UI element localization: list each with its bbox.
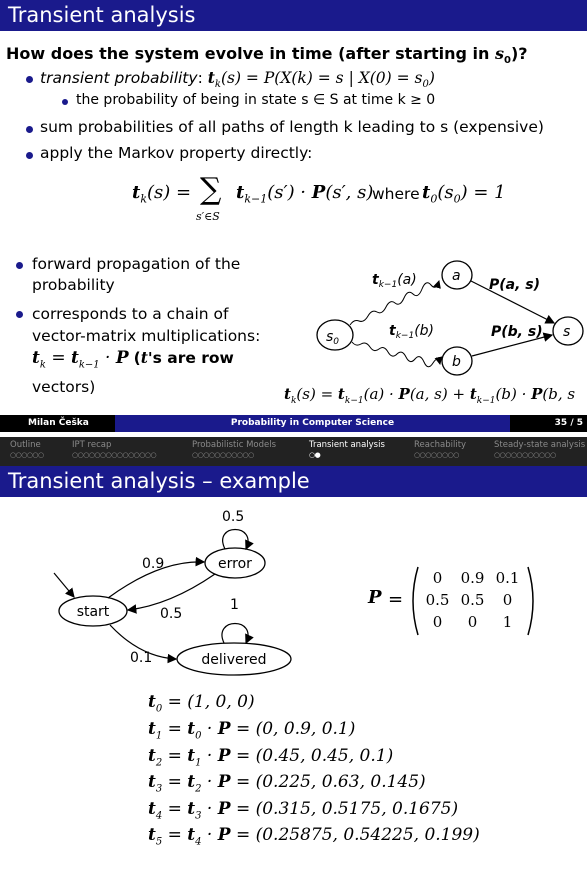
matrix-cell: 0 — [467, 613, 478, 631]
edge-label-delivered-loop: 1 — [230, 597, 239, 613]
edge-label-b-s: P(b, s) — [491, 324, 543, 340]
matrix-cell: 0.9 — [460, 569, 485, 587]
edge-delivered-loop — [222, 624, 248, 644]
state-start-label: start — [76, 604, 110, 620]
formula-where: where — [372, 185, 420, 203]
slide-title: Transient analysis — [0, 0, 587, 31]
edge-label-error-start: 0.5 — [160, 606, 183, 622]
transient-probability-label: transient probability — [40, 69, 198, 87]
s-label: s — [563, 324, 571, 340]
bullet-transient-probability: transient probability: $t_k(s) = P(X(k) = s$ | $X(0) = s_0$) — [40, 68, 435, 91]
vector-matrix-line1: corresponds to a chain of — [32, 305, 229, 323]
nav-transient-analysis-dots: ○● — [309, 451, 321, 459]
markov-formula: $t_k(s)$ = ∑ s′∈S $t_{k-1}(s') \cdot P(s'$, s) where $t_0(s_0) = 1$ — [132, 172, 506, 223]
sub-bullet-icon — [62, 99, 68, 105]
nav-ipt-recap-dots: ○○○○○○○○○○○○○○○ — [72, 451, 157, 459]
edge-label-s0-a: $t_{k-1}(a)$ — [372, 272, 417, 290]
nav-reachability-dots: ○○○○○○○○ — [414, 451, 459, 459]
matrix-cell: 0.1 — [495, 569, 520, 587]
nav-transient-analysis[interactable]: Transient analysis — [309, 440, 385, 450]
transition-matrix: P = 0 0.9 0.1 0.5 0.5 0 0 0 1 — [368, 565, 548, 637]
edge-label-error-loop: 0.5 — [222, 509, 245, 525]
bullet-icon — [26, 126, 33, 133]
nav-probabilistic-models-dots: ○○○○○○○○○○○ — [192, 451, 254, 459]
edge-label-start-delivered: 0.1 — [130, 650, 153, 666]
matrix-row — [420, 589, 526, 611]
slide2-title: Transient analysis – example — [0, 466, 587, 497]
step-value: (0, 0.9, 0.1) — [255, 719, 356, 739]
bullet-icon — [16, 311, 23, 318]
matrix-cell: 0 — [432, 569, 443, 587]
vector-matrix-line2: vector-matrix multiplications: — [32, 327, 261, 345]
matrix-row — [420, 611, 526, 633]
edge-label-s0-b: $t_{k-1}(b)$ — [389, 323, 434, 341]
edge-error-loop — [223, 530, 248, 550]
markov-chain-diagram — [40, 505, 310, 680]
bullet-transient-probability-desc: the probability of being in state s ∈ S at time k ≥ 0 — [76, 92, 436, 108]
t0-equation: $t_0 = (1$, 0, 0) — [148, 692, 255, 715]
nav-outline-dots: ○○○○○○ — [10, 451, 44, 459]
question-text: How does the system evolve in time (after starting in — [6, 44, 495, 63]
transient-probability-formula: $t_k(s) = P(X(k) = s$ | $X(0) = s_0$) — [207, 68, 435, 91]
bullet-forward-propagation — [32, 254, 240, 296]
bullet-vector-matrix — [32, 303, 260, 398]
nav-ipt-recap[interactable]: IPT recap — [72, 440, 112, 450]
step-equation: $t_4 = t_3 \cdot P = (0.315$, 0.5175, 0.1675) — [148, 798, 459, 821]
edge-error-start — [128, 574, 215, 610]
s0-label: s — [326, 329, 334, 345]
row-vectors-note: 's are row — [147, 349, 234, 367]
edge-label-a-s: P(a, s) — [489, 277, 541, 293]
bullet-markov-property: apply the Markov property directly: — [40, 144, 313, 162]
footer-author: Milan Češka — [0, 415, 115, 432]
step-value: (0.45, 0.45, 0.1) — [255, 745, 394, 766]
t0-value: (1, 0, 0) — [187, 692, 255, 712]
forward-propagation-line2: probability — [32, 276, 115, 294]
question-end: )? — [510, 44, 528, 63]
step-value: (0.315, 0.5175, 0.1675) — [255, 798, 459, 819]
step-equation: $t_1 = t_0 \cdot P = (0$, 0.9, 0.1) — [148, 719, 356, 742]
matrix-cell: 0.5 — [425, 591, 450, 609]
matrix-cell: 0 — [432, 613, 443, 631]
footer-page: 35 / 5 — [510, 415, 587, 432]
question-s0: s — [494, 44, 504, 63]
state-delivered-label: delivered — [201, 652, 267, 668]
step-value: (0.225, 0.63, 0.145) — [255, 772, 426, 792]
nav-steady-state[interactable]: Steady-state analysis — [494, 440, 586, 450]
initial-arrow — [54, 573, 74, 597]
section-navbar — [0, 437, 587, 466]
b-label: b — [452, 354, 461, 370]
nav-reachability[interactable]: Reachability — [414, 440, 467, 450]
a-label: a — [452, 268, 461, 284]
edge-label-start-error: 0.9 — [142, 556, 165, 572]
step-value: (0.25875, 0.54225, 0.199) — [255, 825, 480, 845]
vector-matrix-line3: $t_k = t_{k-1} \cdot P$ (t's are row — [32, 348, 234, 371]
nav-outline[interactable]: Outline — [10, 440, 41, 450]
propagation-diagram — [290, 255, 587, 385]
matrix-label: P — [368, 587, 382, 608]
step-equation: $t_5 = t_4 \cdot P = (0.25875$, 0.54225, 0.199) — [148, 825, 480, 848]
step-equation: $t_2 = t_1 \cdot P = (0.45$, 0.45, 0.1) — [148, 745, 394, 768]
slide-footer — [0, 415, 587, 432]
forward-propagation-line1: forward propagation of the — [32, 255, 241, 273]
nav-steady-state-dots: ○○○○○○○○○○○ — [494, 451, 556, 459]
bullet-icon — [16, 262, 23, 269]
matrix-cell: 0 — [502, 591, 513, 609]
bullet-sum-paths: sum probabilities of all paths of length k leading to s (expensive) — [40, 118, 544, 136]
matrix-row — [420, 567, 526, 589]
nav-probabilistic-models[interactable]: Probabilistic Models — [192, 440, 277, 450]
state-error-label: error — [218, 556, 252, 572]
matrix-cell: 0.5 — [460, 591, 485, 609]
s0-sub: 0 — [333, 337, 340, 347]
vector-matrix-line4: vectors) — [32, 378, 96, 397]
footer-course: Probability in Computer Science — [115, 415, 510, 432]
bullet-icon — [26, 76, 33, 83]
bullet-icon — [26, 152, 33, 159]
step-list — [148, 719, 480, 852]
matrix-cell: 1 — [502, 613, 513, 631]
question-s0-sub: 0 — [503, 55, 511, 67]
wavy-edge-s0-b — [352, 342, 440, 367]
bottom-formula: $t_k(s) = t_{k-1}(a) \cdot P(a$, $s) + t_{k-1}(b) \cdot P(b$, s — [284, 385, 576, 406]
step-equation: $t_3 = t_2 \cdot P = (0.225$, 0.63, 0.145) — [148, 772, 426, 795]
question-heading — [6, 44, 528, 66]
